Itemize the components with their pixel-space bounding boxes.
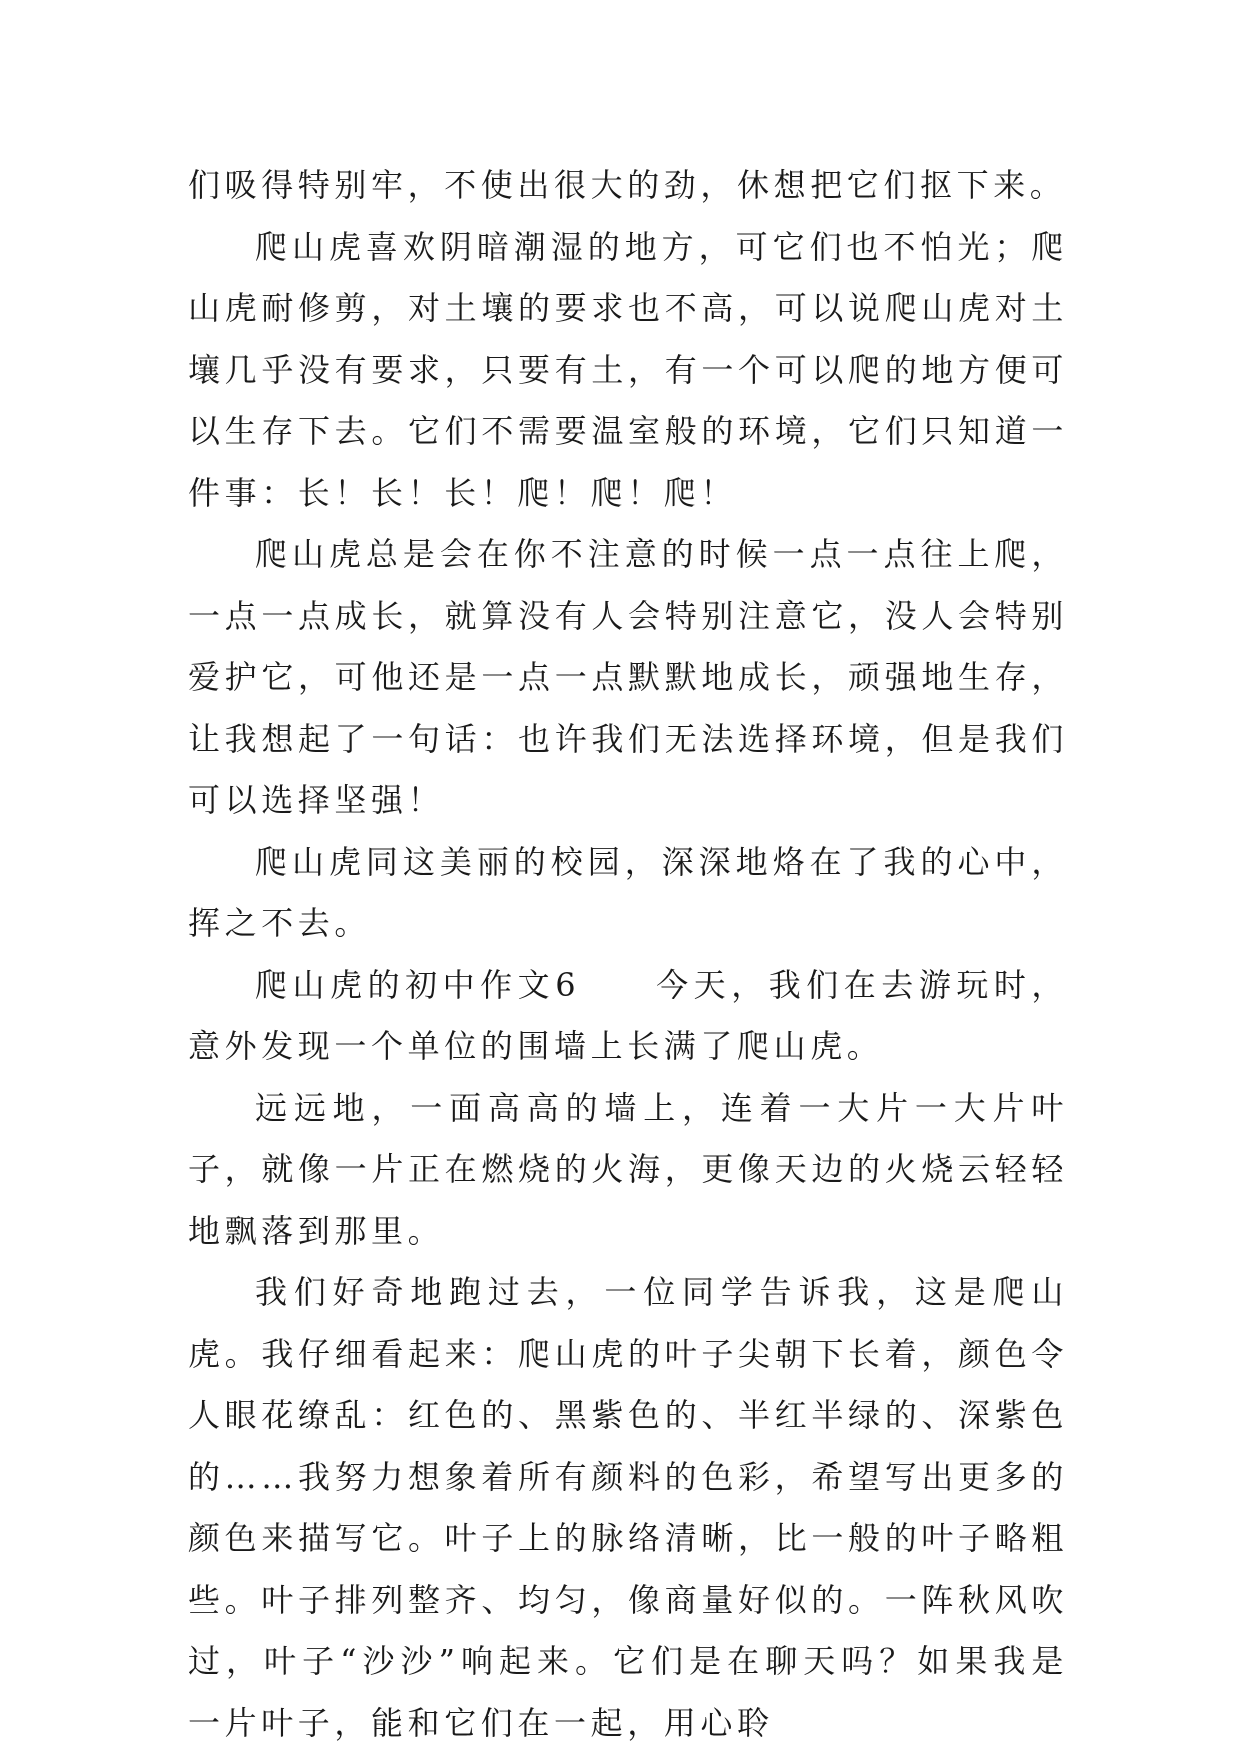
paragraph: 爬山虎喜欢阴暗潮湿的地方，可它们也不怕光；爬山虎耐修剪，对土壤的要求也不高，可以说爬山虎对土壤几乎没有要求，只要有土，有一个可以爬的地方便可以生存下去。它们不需要温室般的环境，它们只知道一件事：长！长！长！爬！爬！爬！ (188, 227, 1068, 512)
paragraph: 爬山虎总是会在你不注意的时候一点一点往上爬，一点一点成长，就算没有人会特别注意它，没人会特别爱护它，可他还是一点一点默默地成长，顽强地生存，让我想起了一句话：也许我们无法选择环境，但是我们可以选择坚强！ (188, 535, 1068, 819)
paragraph: 我们好奇地跑过去，一位同学告诉我，这是爬山虎。我仔细看起来：爬山虎的叶子尖朝下长着，颜色令人眼花缭乱：红色的、黑紫色的、半红半绿的、深紫色的……我努力想象着所有颜料的色彩，希望写出更多的颜色来描写它。叶子上的脉络清晰，比一般的叶子略粗些。叶子排列整齐、均匀，像商量好似的。一阵秋风吹过，叶子“沙沙”响起来。它们是在聊天吗？如果我是一片叶子，能和它们在一起，用心聆 (188, 1273, 1068, 1742)
paragraph: 远远地，一面高高的墙上，连着一大片一大片叶子，就像一片正在燃烧的火海，更像天边的火烧云轻轻地飘落到那里。 (188, 1088, 1068, 1250)
essay-body (188, 155, 1068, 1754)
paragraph-continuation: 们吸得特别牢，不使出很大的劲，休想把它们抠下来。 (188, 166, 1067, 204)
paragraph-essay-6-start: 爬山虎的初中作文6 今天，我们在去游玩时，意外发现一个单位的围墙上长满了爬山虎。 (188, 965, 1068, 1065)
paragraph: 爬山虎同这美丽的校园，深深地烙在了我的心中，挥之不去。 (188, 842, 1068, 942)
